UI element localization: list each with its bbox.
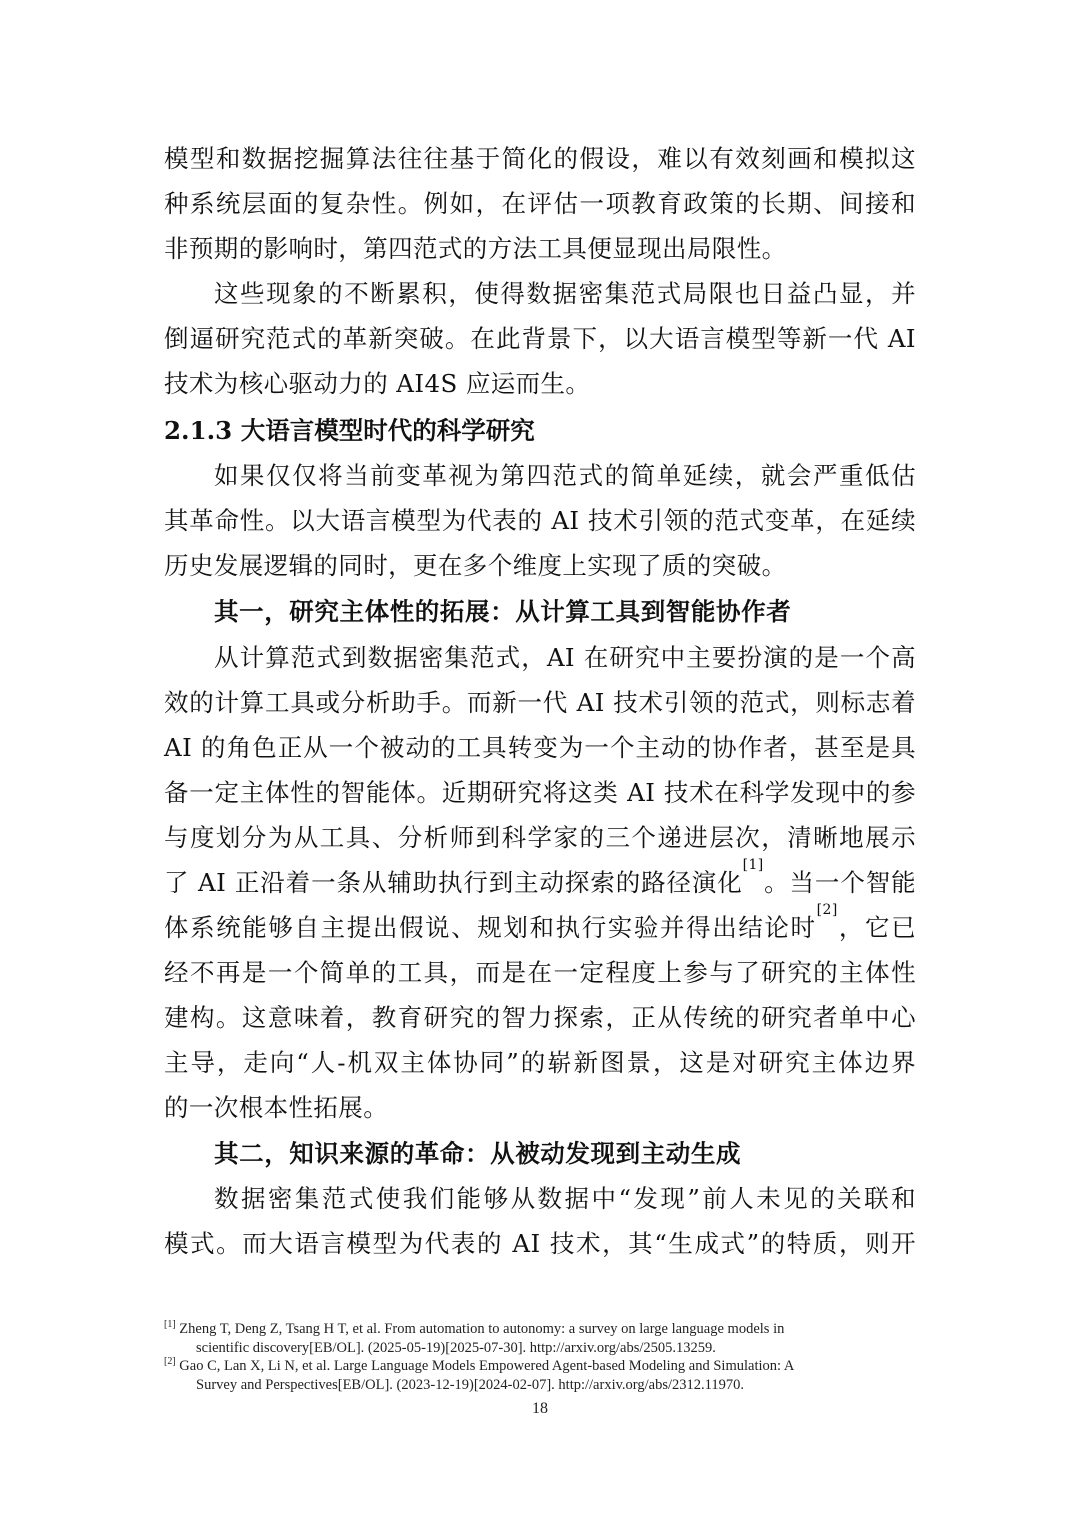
body-text: ，它已 (837, 913, 917, 942)
citation-ref[interactable]: [1] (742, 857, 764, 873)
body-line: 主导，走向“人-机双主体协同”的崭新图景，这是对研究主体边界 (164, 1048, 916, 1077)
body-line: 倒逼研究范式的革新突破。在此背景下，以大语言模型等新一代 AI (164, 324, 916, 353)
body-line: 从计算范式到数据密集范式，AI 在研究中主要扮演的是一个高 (214, 643, 916, 672)
body-line: AI 的角色正从一个被动的工具转变为一个主动的协作者，甚至是具 (164, 733, 916, 762)
footnote (164, 1357, 884, 1395)
body-text: 。当一个智能 (763, 868, 916, 897)
footnote-text: scientific discovery[EB/OL]. (2025-05-19)[2025-07-30]. http://arxiv.org/abs/2505.13259. (196, 1340, 716, 1356)
footnote (164, 1320, 884, 1358)
body-line (164, 902, 917, 950)
body-line: 的一次根本性拓展。 (164, 1093, 389, 1122)
body-text: 了 AI 正沿着一条从辅助执行到主动探索的路径演化 (164, 868, 743, 897)
body-line: 如果仅仅将当前变革视为第四范式的简单延续，就会严重低估 (214, 461, 916, 490)
subheading: 其二，知识来源的革命：从被动发现到主动生成 (214, 1139, 742, 1168)
citation-ref[interactable]: [2] (816, 902, 838, 918)
section-heading: 2.1.3 大语言模型时代的科学研究 (164, 416, 535, 445)
body-line: 技术为核心驱动力的 AI4S 应运而生。 (164, 369, 591, 398)
footnote-marker: [2] (164, 1356, 176, 1367)
body-line: 模式。而大语言模型为代表的 AI 技术，其“生成式”的特质，则开 (164, 1229, 916, 1258)
body-line: 模型和数据挖掘算法往往基于简化的假设，难以有效刻画和模拟这 (164, 144, 916, 173)
body-line: 这些现象的不断累积，使得数据密集范式局限也日益凸显，并 (214, 279, 916, 308)
body-line: 备一定主体性的智能体。近期研究将这类 AI 技术在科学发现中的参 (164, 778, 916, 807)
page-number: 18 (532, 1400, 548, 1417)
body-line: 建构。这意味着，教育研究的智力探索，正从传统的研究者单中心 (164, 1003, 916, 1032)
body-line: 数据密集范式使我们能够从数据中“发现”前人未见的关联和 (214, 1184, 916, 1213)
body-text: 体系统能够自主提出假说、规划和执行实验并得出结论时 (164, 913, 817, 942)
footnote-text: Zheng T, Deng Z, Tsang H T, et al. From automation to autonomy: a survey on large language models in (179, 1321, 785, 1337)
body-line: 其革命性。以大语言模型为代表的 AI 技术引领的范式变革，在延续 (164, 506, 916, 535)
body-line: 与度划分为从工具、分析师到科学家的三个递进层次，清晰地展示 (164, 823, 916, 852)
subheading: 其一，研究主体性的拓展：从计算工具到智能协作者 (214, 597, 792, 626)
body-line: 历史发展逻辑的同时，更在多个维度上实现了质的突破。 (164, 551, 787, 580)
body-line: 效的计算工具或分析助手。而新一代 AI 技术引领的范式，则标志着 (164, 688, 916, 717)
body-line: 种系统层面的复杂性。例如，在评估一项教育政策的长期、间接和 (164, 189, 916, 218)
footnote-marker: [1] (164, 1319, 176, 1330)
footnote-text: Gao C, Lan X, Li N, et al. Large Language Models Empowered Agent-based Modeling and Simulation: A (179, 1358, 795, 1374)
body-line: 非预期的影响时，第四范式的方法工具便显现出局限性。 (164, 234, 787, 263)
footnote-text: Survey and Perspectives[EB/OL]. (2023-12-19)[2024-02-07]. http://arxiv.org/abs/2312.11970. (196, 1377, 744, 1393)
body-line (164, 857, 916, 905)
body-line: 经不再是一个简单的工具，而是在一定程度上参与了研究的主体性 (164, 958, 916, 987)
